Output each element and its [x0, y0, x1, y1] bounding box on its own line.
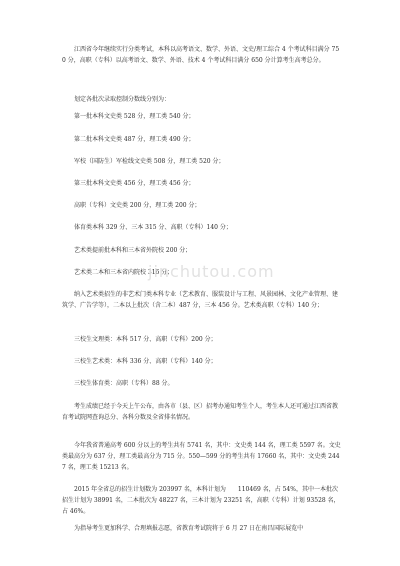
- paragraph-enrollment-plan: 2015 年全省总的招生计划数为 203997 名，本科计划为 110469 名，占 54%，其中一本批次招生计划为 38991 名，二本批次为 48227 名，三本计划为 23251 名，高职（专科）计划 93528 名，占 46%。: [62, 486, 340, 515]
- paragraph-second-batch: 第二批本科文史类 487 分，理工类 490 分；: [74, 136, 195, 143]
- paragraph-first-batch: 第一批本科文史类 528 分，理工类 540 分；: [74, 113, 195, 120]
- paragraph-three-school-science: 三校生文理类：本科 517 分、高职（专科）200 分；: [74, 336, 217, 343]
- paragraph-guidance: 为指导考生更加科学、合理填报志愿，省教育考试院将于 6 月 27 日在南昌国际展览中: [74, 525, 304, 532]
- paragraph-high-scores: 今年我省普通高考 600 分以上的考生共有 5741 名，其中：文史类 144 名，理工类 5597 名。文史类最高分为 637 分，理工类最高分为 715 分。550—599 分的考生共有 17660 名，其中：文史类 2447 名，理工类 15213 名。: [62, 442, 341, 471]
- paragraph-three-school-arts: 三校生艺术类：本科 336 分、高职（专科）140 分；: [74, 358, 217, 365]
- watermark: jinchutou.com: [148, 262, 275, 281]
- paragraph-non-arts-majors: 纳入艺术类招生的非艺术门类本科专业（艺术教育、服装设计与工程、风景园林、文化产业管理、建筑学、广告学等），二本以上批次（含二本）487 分，三本 456 分。艺术类高职（专科）140 分；: [62, 291, 339, 309]
- paragraph-three-school-sports: 三校生体育类：高职（专科）88 分。: [74, 380, 174, 387]
- paragraph-vocational: 高职（专科）文史类 200 分，理工类 200 分；: [74, 202, 201, 209]
- paragraph-sports: 体育类本科 329 分、三本 315 分、高职（专科）140 分；: [74, 224, 232, 231]
- paragraph-military: 军校（国防生）军检线文史类 508 分，理工类 520 分；: [74, 158, 225, 165]
- paragraph-score-release: 考生成绩已经于今天上午公布，由各市（县、区）招考办通知考生个人，考生本人还可通过江西省教育考试院网查询总分、各科分数及全省排名情况。: [62, 403, 339, 421]
- paragraph-intro: 江西省今年继续实行分类考试，本科以高考语文、数学、外语、文史/理工综合 4 个考试科目满分 750 分，高职（专科）以高考语文、数学、外语、技术 4 个考试科目满分 650 分计算考生高考总分。: [62, 46, 340, 64]
- paragraph-arts-second-third: 艺术类二本和三本省内院校 316 分；: [74, 269, 174, 276]
- paragraph-third-batch: 第三批本科文史类 456 分，理工类 456 分；: [74, 180, 195, 187]
- paragraph-arts-early: 艺术类提前批本科和三本省外院校 200 分；: [74, 247, 192, 254]
- paragraph-control-lines-heading: 划定各批次录取控制分数线分别为：: [74, 96, 171, 103]
